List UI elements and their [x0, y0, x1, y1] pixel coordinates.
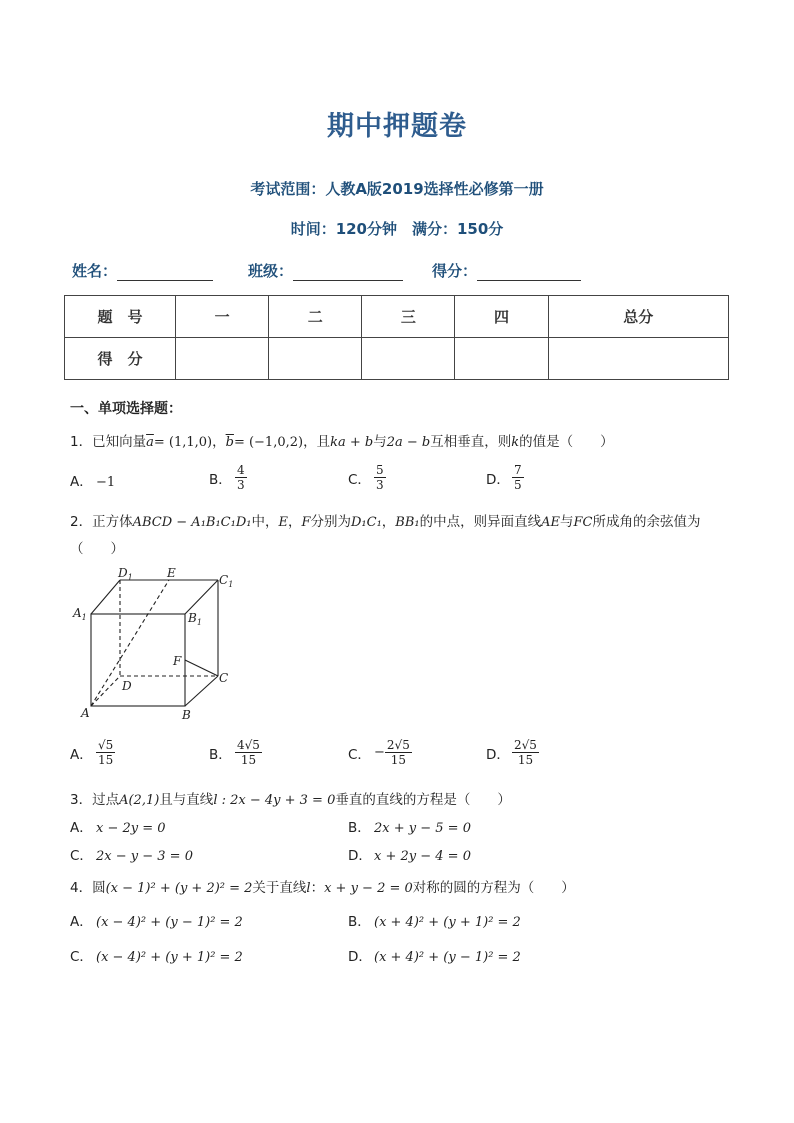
q1-option-b[interactable]: [209, 463, 247, 492]
q2-option-a[interactable]: [70, 738, 115, 767]
fraction: $\frac{4√5}{15}$: [237, 738, 260, 767]
option-value: (x − 4)² + (y + 1)² = 2: [96, 950, 243, 965]
option-label: D．: [348, 949, 372, 965]
label-c: C: [219, 671, 229, 685]
q4-option-d[interactable]: [348, 945, 521, 965]
option-label: B．: [348, 914, 371, 930]
class-field[interactable]: [248, 260, 403, 281]
fraction: $\frac{√5}{15}$: [98, 738, 114, 767]
question-text: 过点: [92, 792, 120, 808]
option-label: D．: [486, 746, 510, 763]
q3-option-b[interactable]: [348, 816, 471, 836]
question-text: 关于直线: [252, 880, 307, 896]
question-1: [70, 430, 614, 450]
name-field[interactable]: [72, 260, 213, 281]
q4-option-b[interactable]: [348, 910, 521, 930]
math-expr: (x − 1)² + (y + 2)² = 2: [105, 881, 253, 896]
table-cell: 得 分: [65, 338, 176, 380]
cube-figure: [72, 562, 242, 728]
math-expr: = (1,1,0): [153, 435, 213, 450]
score-field[interactable]: [432, 260, 581, 281]
exam-scope: 考试范围：人教A版2019选择性必修第一册: [250, 180, 544, 198]
fraction: $\frac{4}{3}$: [237, 463, 245, 492]
name-blank[interactable]: [117, 264, 213, 281]
math-expr: x + y − 2 = 0: [324, 881, 413, 896]
question-2-paren: （ ）: [70, 541, 124, 557]
q1-option-c[interactable]: [348, 463, 386, 492]
class-label: 班级：: [248, 262, 294, 280]
question-text: 已知向量: [92, 434, 147, 450]
math-expr: $\overline{a}$: [146, 435, 154, 450]
option-value: (x + 4)² + (y + 1)² = 2: [374, 915, 521, 930]
option-label: B．: [209, 471, 232, 488]
label-c1: $C_1$: [219, 573, 234, 589]
fraction: $\frac{7}{5}$: [514, 463, 522, 492]
cube-edge-b1c1: [185, 580, 218, 614]
time-score: 时间：120分钟 满分：150分: [290, 220, 504, 238]
table-cell: 三: [362, 296, 455, 338]
label-a1: $A_1$: [73, 606, 87, 622]
question-text: 的值是（ ）: [519, 434, 614, 450]
question-text: ，: [287, 514, 302, 530]
option-label: D．: [348, 848, 372, 864]
option-value: x + 2y − 4 = 0: [374, 849, 471, 864]
question-text: 所成角的余弦值为: [592, 514, 701, 530]
cube-edge-a1d1: [91, 580, 120, 614]
math-expr: ka + b: [330, 435, 374, 450]
question-text: 的中点，则异面直线: [419, 514, 542, 530]
table-cell: 题 号: [65, 296, 176, 338]
fraction: $\frac{2√5}{15}$: [514, 738, 537, 767]
score-table-header-row: [65, 296, 729, 338]
math-expr: D₁C₁: [351, 515, 382, 530]
score-input-cell[interactable]: [455, 338, 548, 380]
cube-front-face: [91, 614, 185, 706]
score-table: [64, 295, 729, 380]
table-cell: 四: [455, 296, 548, 338]
option-label: C．: [70, 949, 93, 965]
table-cell: 二: [269, 296, 362, 338]
question-3: [70, 788, 511, 808]
q2-option-b[interactable]: [209, 738, 262, 767]
cube-hidden-edge-ad: [91, 676, 120, 706]
question-number: 4．: [70, 880, 93, 896]
question-number: 2．: [70, 514, 93, 530]
math-expr: l : 2x − 4y + 3 = 0: [213, 793, 336, 808]
math-expr: k: [511, 435, 520, 450]
option-label: C．: [348, 471, 371, 488]
math-expr: ABCD − A₁B₁C₁D₁: [132, 515, 252, 530]
question-text: 垂直的直线的方程是（ ）: [335, 792, 511, 808]
score-blank[interactable]: [477, 264, 581, 281]
option-label: D．: [486, 471, 510, 488]
question-number: 3．: [70, 792, 93, 808]
section-title: 一、单项选择题：: [70, 401, 182, 417]
segment-fc: [185, 660, 218, 676]
label-d: D: [122, 679, 132, 693]
question-text: 与: [560, 514, 574, 530]
option-value: x − 2y = 0: [96, 821, 166, 836]
question-2: [70, 510, 700, 530]
q1-option-a[interactable]: [70, 470, 115, 490]
label-b: B: [182, 708, 191, 722]
q3-option-a[interactable]: [70, 816, 166, 836]
label-b1: $B_1$: [188, 611, 202, 627]
score-input-cell[interactable]: [269, 338, 362, 380]
label-d1: $D_1$: [118, 566, 133, 582]
math-expr: E: [278, 515, 288, 530]
question-text: 圆: [92, 880, 106, 896]
option-label: A．: [70, 746, 93, 763]
q2-option-d[interactable]: [486, 738, 539, 767]
option-value: −1: [96, 475, 116, 490]
q4-option-c[interactable]: [70, 945, 243, 965]
label-f: F: [173, 654, 182, 668]
math-expr: F: [301, 515, 311, 530]
math-expr: AE: [541, 515, 561, 530]
score-input-cell[interactable]: [176, 338, 269, 380]
option-value: (x + 4)² + (y − 1)² = 2: [374, 950, 521, 965]
fraction: $\frac{2√5}{15}$: [386, 738, 410, 767]
question-number: 1．: [70, 434, 93, 450]
name-label: 姓名：: [72, 262, 118, 280]
table-cell: 一: [176, 296, 269, 338]
page-title: 期中押题卷: [327, 111, 467, 142]
label-e: E: [167, 566, 176, 580]
question-text: ，: [212, 434, 226, 450]
option-sign: −: [374, 745, 385, 760]
math-expr: l: [306, 881, 311, 896]
question-text: ，且: [303, 434, 331, 450]
question-text: 互相垂直，则: [430, 434, 512, 450]
option-label: B．: [209, 746, 232, 763]
score-label: 得分：: [432, 262, 478, 280]
option-value: (x − 4)² + (y − 1)² = 2: [96, 915, 243, 930]
question-text: 与: [373, 434, 387, 450]
q3-option-c[interactable]: [70, 844, 193, 864]
option-label: A．: [70, 474, 93, 490]
cube-edge-bc: [185, 676, 218, 706]
question-text: 分别为: [310, 514, 351, 530]
option-label: C．: [70, 848, 93, 864]
option-label: A．: [70, 820, 93, 836]
question-text: 正方体: [92, 514, 133, 530]
math-expr: BB₁: [395, 515, 420, 530]
math-expr: A(2,1): [119, 793, 160, 808]
option-value: 2x + y − 5 = 0: [374, 821, 471, 836]
q2-option-c[interactable]: [348, 738, 412, 767]
score-table-score-row: [65, 338, 729, 380]
option-value: 2x − y − 3 = 0: [96, 849, 193, 864]
math-expr: = (−1,0,2): [233, 435, 304, 450]
fraction: $\frac{5}{3}$: [376, 463, 384, 492]
question-text: 中，: [251, 514, 279, 530]
q1-option-d[interactable]: [486, 463, 524, 492]
table-cell: 总分: [548, 296, 728, 338]
option-label: B．: [348, 820, 371, 836]
question-4: [70, 876, 575, 896]
score-input-cell[interactable]: [548, 338, 728, 380]
option-label: A．: [70, 914, 93, 930]
math-expr: $\overline{b}$: [225, 435, 234, 450]
question-text: 对称的圆的方程为（ ）: [412, 880, 575, 896]
question-text: 且与直线: [159, 792, 214, 808]
question-text: ：: [310, 880, 325, 896]
q4-option-a[interactable]: [70, 910, 243, 930]
score-input-cell[interactable]: [362, 338, 455, 380]
question-text: ，: [381, 514, 396, 530]
class-blank[interactable]: [293, 264, 403, 281]
math-expr: FC: [573, 515, 593, 530]
label-a: A: [81, 706, 90, 720]
math-expr: 2a − b: [386, 435, 431, 450]
option-label: C．: [348, 746, 371, 763]
q3-option-d[interactable]: [348, 844, 471, 864]
